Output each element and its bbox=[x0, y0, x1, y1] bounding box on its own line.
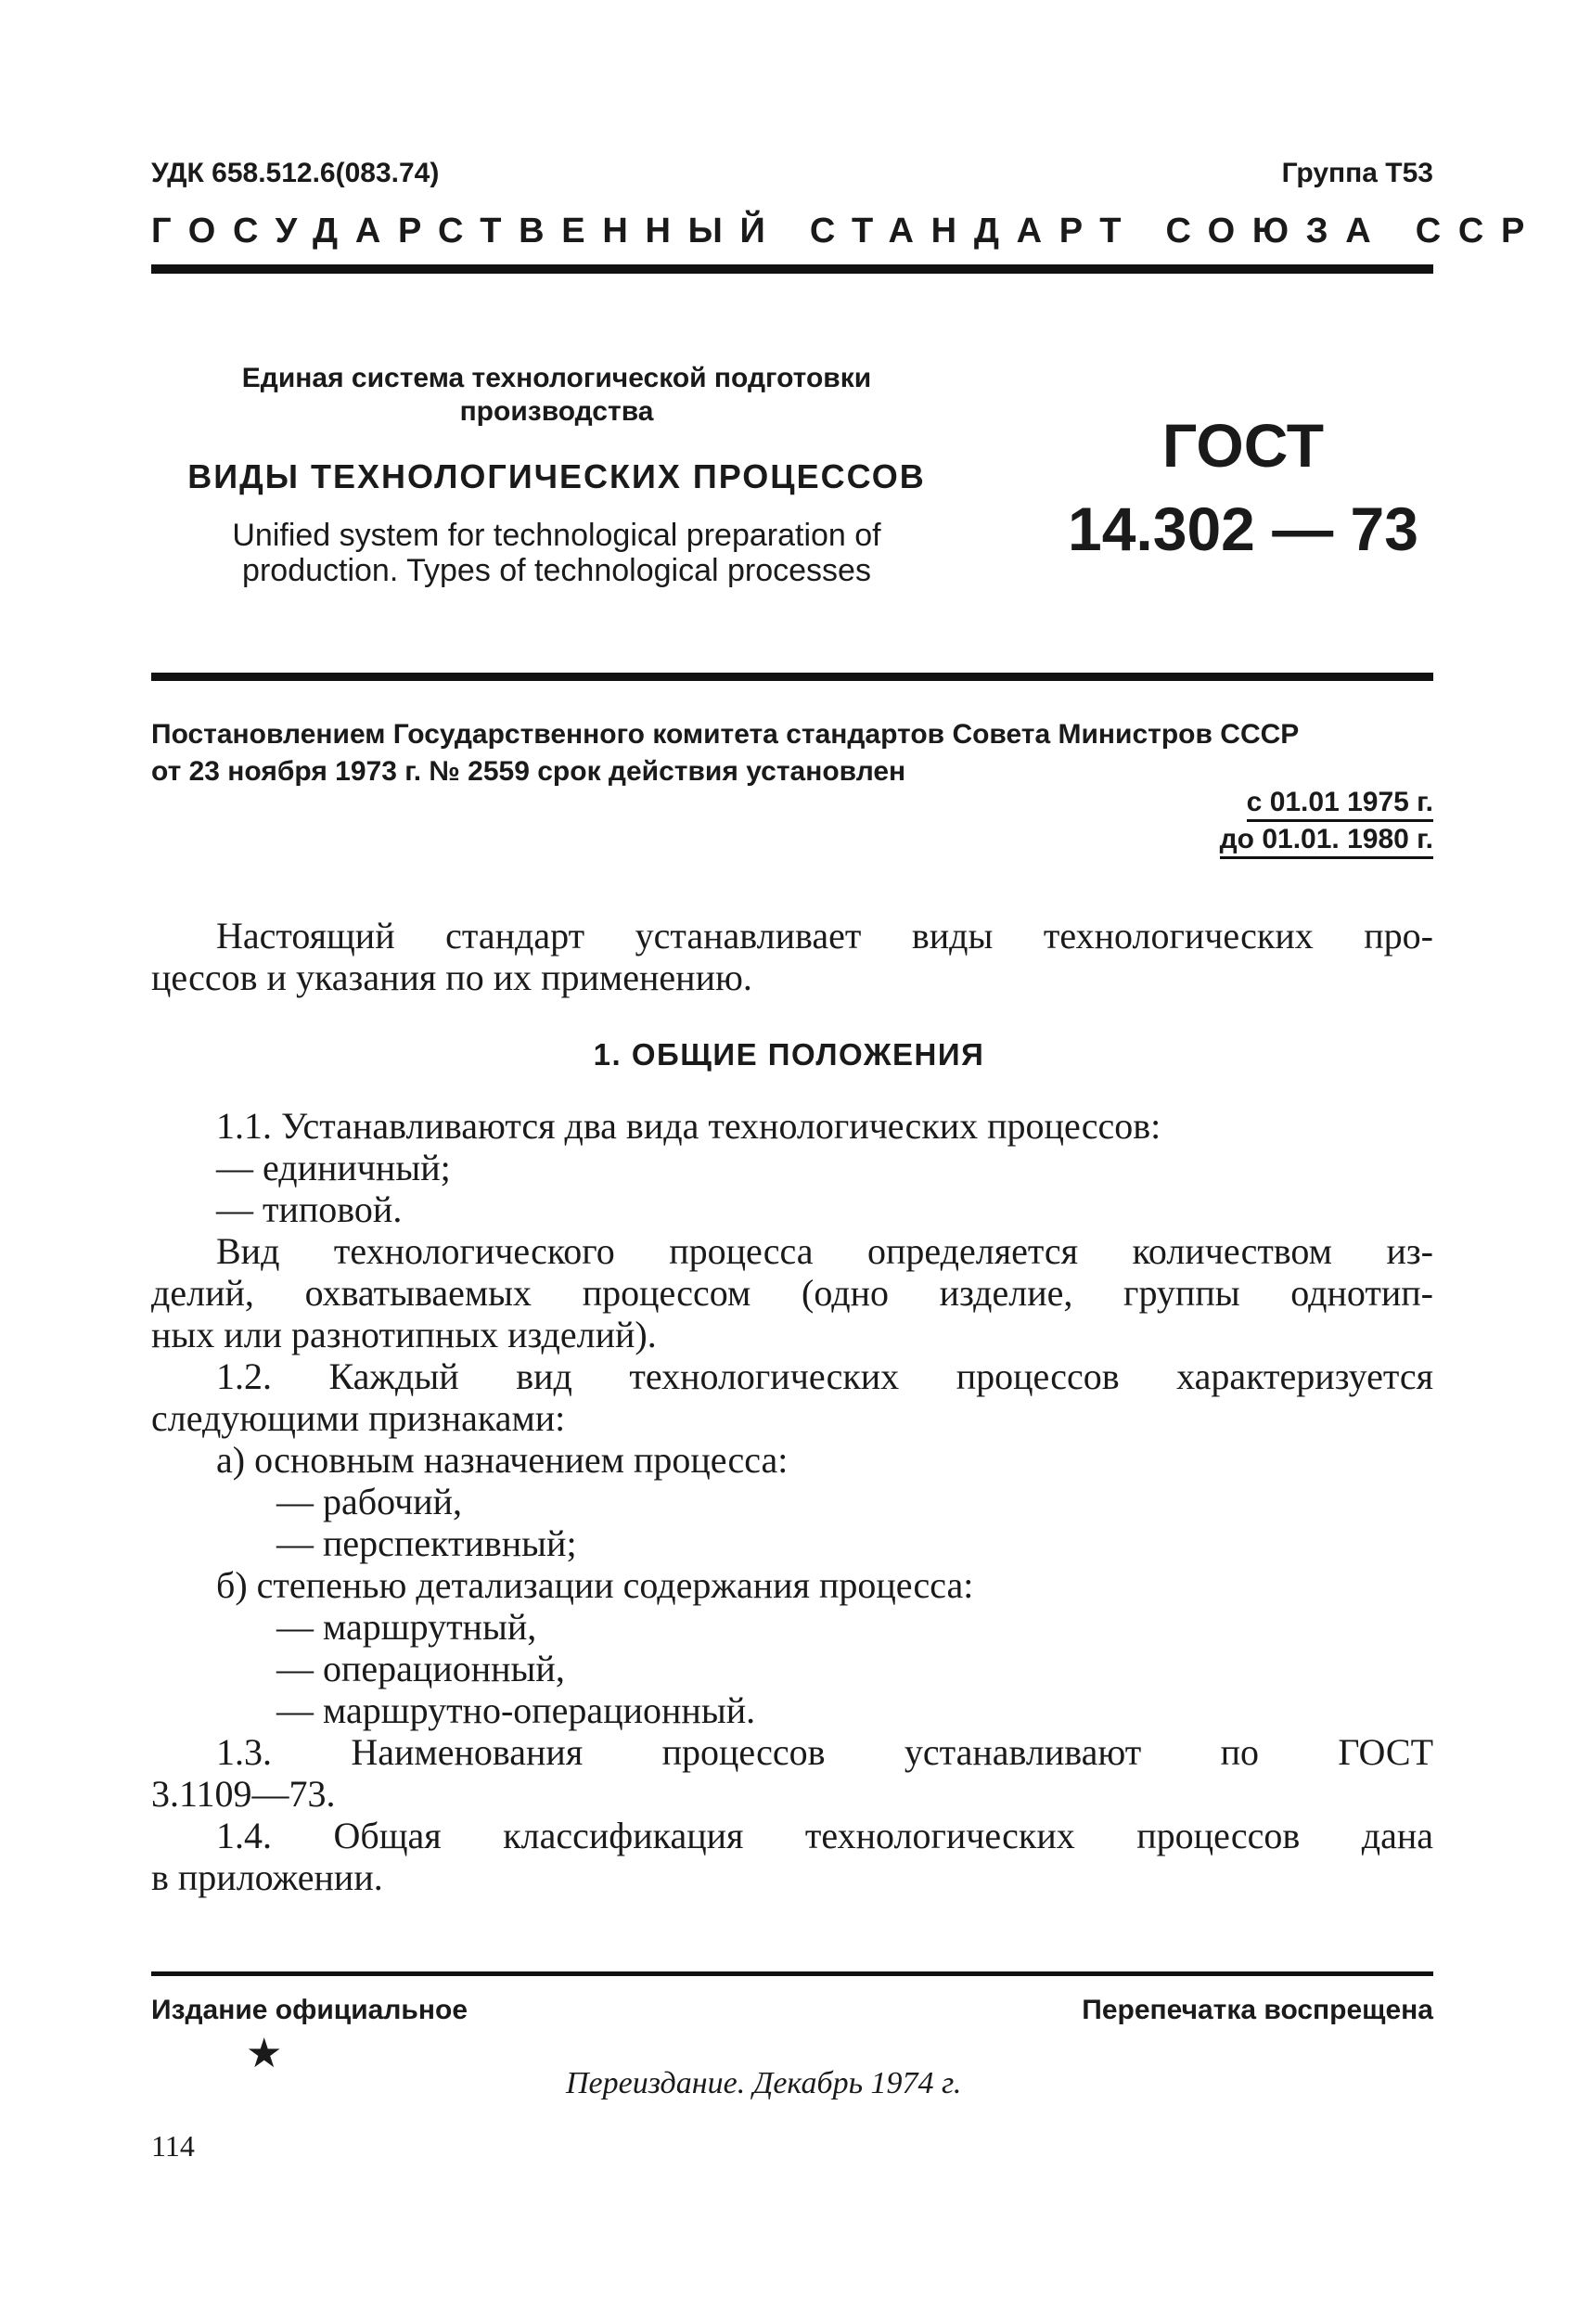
validity-to bbox=[1155, 824, 1433, 859]
intro-line1-text: Настоящий стандарт устанавливает виды технологических про- bbox=[216, 915, 1433, 957]
standard-title-en-line1: Unified system for technological preparation of bbox=[232, 518, 881, 553]
list-item: — единичный; bbox=[216, 1147, 451, 1188]
list-item: — операционный, bbox=[276, 1648, 565, 1689]
reissue-note: Переиздание. Декабрь 1974 г. bbox=[566, 2066, 962, 2100]
gost-label: ГОСТ bbox=[1161, 411, 1325, 480]
decree-line2: от 23 ноября 1973 г. № 2559 срок действия установлен bbox=[151, 756, 906, 787]
paragraph-kind-line1: Вид технологического процесса определяется количеством из- bbox=[216, 1230, 1433, 1272]
standard-banner: ГОСУДАРСТВЕННЫЙ СТАНДАРТ СОЮЗА ССР bbox=[151, 212, 1543, 250]
title-block bbox=[148, 362, 965, 588]
paragraph-kind-line2: делий, охватываемых процессом (одно изделие, группы однотип- bbox=[151, 1272, 1433, 1314]
paragraph-1-4-line2: в приложении. bbox=[151, 1856, 383, 1898]
list-item: — перспективный; bbox=[276, 1522, 577, 1564]
intro-line1 bbox=[151, 917, 1433, 956]
no-reprint-label: Перепечатка воспрещена bbox=[1082, 1995, 1433, 2025]
validity-from-text: с 01.01 1975 г. bbox=[1247, 787, 1433, 822]
page-number: 114 bbox=[151, 2129, 195, 2163]
paragraph-1-3-line1: 1.3. Наименования процессов устанавливают по ГОСТ bbox=[216, 1731, 1433, 1773]
sub-item-a: а) основным назначением процесса: bbox=[216, 1439, 789, 1481]
udk-code: УДК 658.512.6(083.74) bbox=[151, 158, 440, 188]
list-item: — маршрутный, bbox=[276, 1606, 537, 1648]
paragraph-1-1: 1.1. Устанавливаются два вида технологических процессов: bbox=[216, 1105, 1161, 1147]
standard-title-ru: ВИДЫ ТЕХНОЛОГИЧЕСКИХ ПРОЦЕССОВ bbox=[187, 457, 926, 495]
gost-number: 14.302 — 73 bbox=[1068, 494, 1418, 563]
paragraph-1-2-line2: следующими признаками: bbox=[151, 1397, 566, 1439]
validity-from bbox=[1155, 787, 1433, 822]
validity-to-text: до 01.01. 1980 г. bbox=[1220, 824, 1433, 859]
intro-line2: цессов и указания по их применению. bbox=[151, 957, 752, 998]
paragraph-kind-line3: ных или разнотипных изделий). bbox=[151, 1314, 657, 1355]
paragraph-1-2-line1: 1.2. Каждый вид технологических процессов характеризуется bbox=[216, 1355, 1433, 1397]
system-name-line2: производства bbox=[459, 396, 654, 427]
system-name-line1: Единая система технологической подготовки bbox=[241, 363, 872, 393]
footer-rule bbox=[151, 1971, 1433, 1976]
star-icon: ★ bbox=[246, 2031, 283, 2076]
official-edition-label: Издание официальное bbox=[151, 1995, 468, 2025]
section-title: 1. ОБЩИЕ ПОЛОЖЕНИЯ bbox=[593, 1037, 985, 1072]
header-rule bbox=[151, 264, 1433, 274]
paragraph-1-4-line1: 1.4. Общая классификация технологических процессов дана bbox=[216, 1815, 1433, 1856]
title-rule bbox=[151, 673, 1433, 681]
sub-item-b: б) степенью детализации содержания процесса: bbox=[216, 1564, 974, 1606]
standard-title-en-line2: production. Types of technological processes bbox=[242, 553, 871, 588]
list-item: — рабочий, bbox=[276, 1481, 462, 1522]
group-code: Группа Т53 bbox=[1281, 158, 1433, 188]
decree-line1: Постановлением Государственного комитета стандартов Совета Министров СССР bbox=[151, 719, 1300, 750]
list-item: — типовой. bbox=[216, 1188, 403, 1230]
list-item: — маршрутно-операционный. bbox=[276, 1689, 756, 1731]
paragraph-1-3-line2: 3.1109—73. bbox=[151, 1773, 336, 1815]
